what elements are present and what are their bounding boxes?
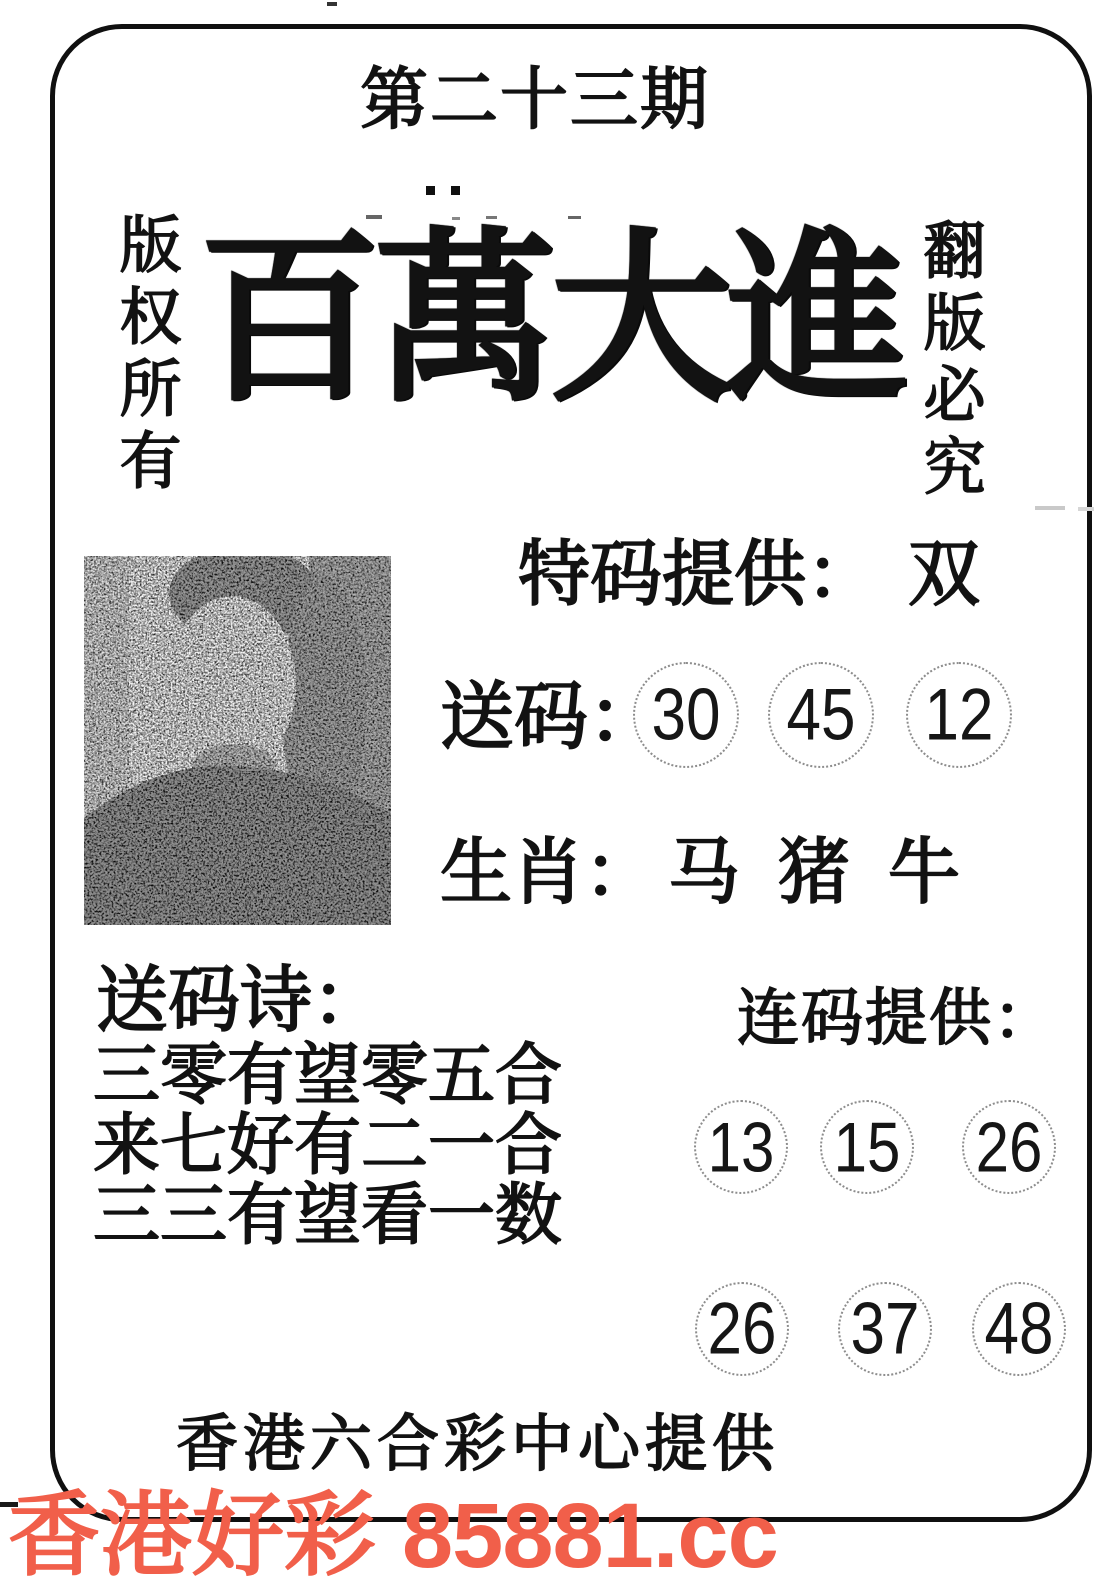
send-number-2: 45 — [786, 674, 856, 756]
number-circle — [838, 1282, 932, 1376]
special-code-line — [518, 516, 980, 620]
main-title: 百萬大進 — [198, 218, 902, 425]
number-circle — [633, 662, 739, 768]
zodiac-line — [440, 814, 960, 918]
print-artifact — [1035, 506, 1065, 510]
watermark — [8, 1462, 778, 1576]
number-circle — [962, 1100, 1056, 1194]
number-circle — [906, 662, 1012, 768]
zodiac-animal-1: 马 — [668, 833, 741, 913]
zodiac-animal-3: 牛 — [888, 833, 961, 913]
consecutive-number-1: 13 — [707, 1107, 775, 1187]
send-code-label: 送码： — [440, 677, 662, 759]
copyright-left-vertical: 版权所有 — [110, 212, 178, 500]
number-circle — [694, 1100, 788, 1194]
consecutive-number-4: 26 — [707, 1288, 777, 1370]
send-number-1: 30 — [651, 674, 721, 756]
poem-line-2: 来七好有二一合 — [93, 1109, 562, 1183]
print-artifact — [1078, 507, 1094, 511]
send-number-3: 12 — [924, 674, 994, 756]
print-artifact — [327, 2, 337, 6]
issue-title: 第二十三期 — [360, 62, 711, 138]
number-circle — [820, 1100, 914, 1194]
special-code-label: 特码提供： — [518, 535, 879, 615]
special-code-value: 双 — [908, 535, 981, 615]
consecutive-number-5: 37 — [850, 1288, 920, 1370]
consecutive-number-2: 15 — [833, 1107, 901, 1187]
number-circle — [695, 1282, 789, 1376]
consecutive-number-6: 48 — [984, 1288, 1054, 1370]
portrait-photo — [84, 556, 391, 925]
poem-line-1: 三零有望零五合 — [93, 1039, 562, 1113]
provider-footer: 香港六合彩中心提供 — [176, 1411, 780, 1479]
zodiac-label: 生肖： — [440, 833, 657, 913]
poem-line-3: 三三有望看一数 — [93, 1179, 562, 1253]
watermark-brand: 香港好彩 — [8, 1485, 377, 1576]
watermark-site: 85881.cc — [402, 1485, 778, 1576]
print-artifact — [426, 186, 435, 195]
print-artifact — [451, 186, 460, 195]
consecutive-number-3: 26 — [975, 1107, 1043, 1187]
number-circle — [972, 1282, 1066, 1376]
copyright-right-vertical: 翻版必究 — [914, 218, 982, 506]
consecutive-codes-label: 连码提供： — [737, 985, 1058, 1053]
poem-title: 送码诗： — [96, 961, 385, 1041]
number-circle — [768, 662, 874, 768]
zodiac-animal-2: 猪 — [778, 833, 851, 913]
